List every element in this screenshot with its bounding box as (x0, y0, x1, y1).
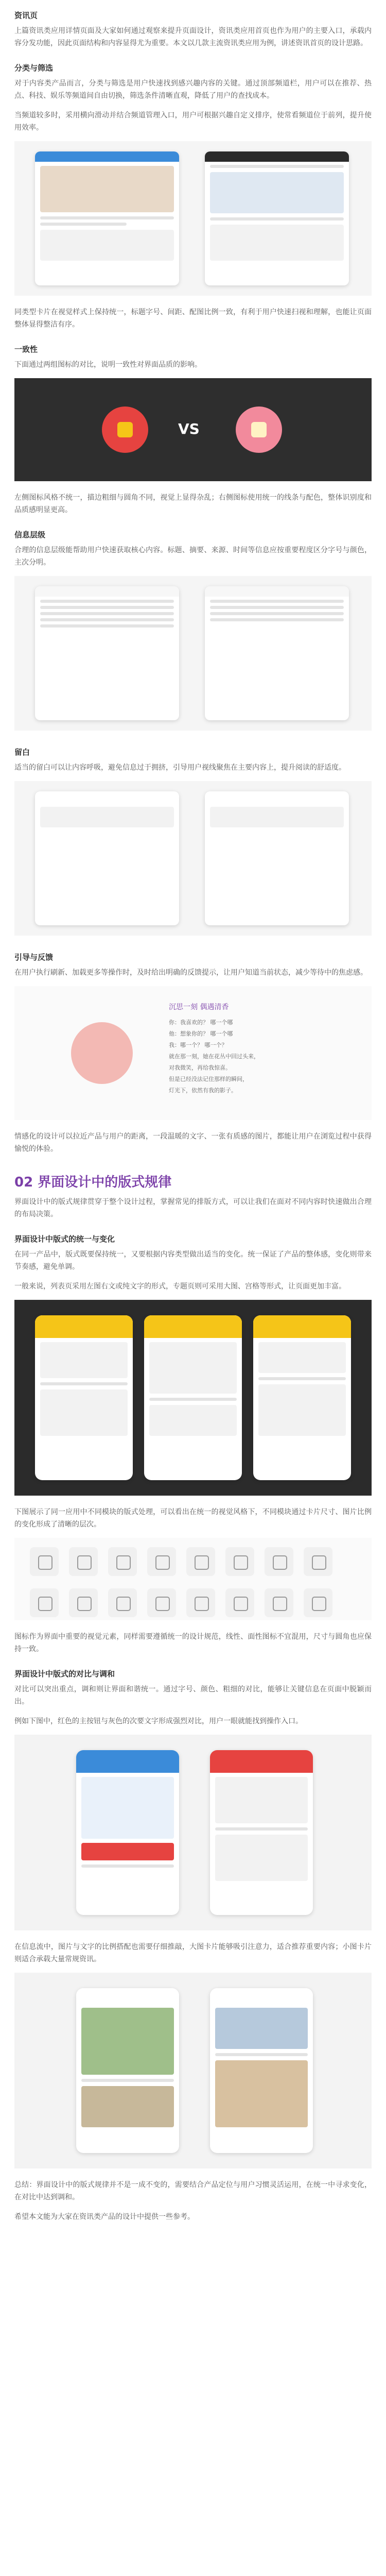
text-line (210, 217, 344, 221)
paragraph: 界面设计中的版式规律贯穿于整个设计过程，掌握常见的排版方式，可以让我们在面对不同内容时快速做出合理的布局决策。 (14, 1198, 372, 1218)
grid-icon (304, 1588, 332, 1617)
vs-figure (14, 378, 372, 481)
poem-figure (14, 986, 372, 1120)
list-row (40, 618, 174, 621)
grid-icon (147, 1547, 176, 1576)
status-bar (205, 586, 349, 597)
icon-grid-figure (14, 1538, 372, 1620)
card (40, 230, 174, 261)
phone-screen (35, 1315, 133, 1480)
grid-icon (147, 1588, 176, 1617)
card (258, 1384, 346, 1436)
grid-icon (30, 1547, 59, 1576)
phone-screen (210, 1988, 313, 2153)
phone-screen (35, 791, 179, 925)
card (210, 225, 344, 261)
status-bar (35, 586, 179, 597)
card (215, 1777, 308, 1823)
section-title: 一致性 (14, 345, 38, 354)
paragraph: 对于内容类产品而言，分类与筛选是用户快速找到感兴趣内容的关键。通过顶部频道栏，用户可以在推荐、热点、科技、娱乐等频道间自由切换，筛选条件清晰直观，降低了用户的查找成本。 (14, 79, 372, 100)
card (149, 1342, 237, 1394)
paragraph: 当频道较多时，采用横向滑动并结合频道管理入口，用户可根据兴趣自定义排序，使常看频道位于前列，提升使用效率。 (14, 111, 372, 132)
screenshot-figure (14, 576, 372, 731)
paragraph: 适当的留白可以让内容呼吸，避免信息过于拥挤，引导用户视线聚焦在主要内容上，提升阅读的舒适度。 (14, 764, 346, 772)
grid-icon (108, 1547, 137, 1576)
text-line (81, 2079, 174, 2082)
grid-icon (186, 1588, 215, 1617)
paragraph: 下面通过两组图标的对比，说明一致性对界面品质的影响。 (14, 361, 202, 369)
paragraph: 左侧图标风格不统一，描边粗细与圆角不同，视觉上显得杂乱；右侧图标使用统一的线条与配色，整体识别度和品质感明显更高。 (14, 494, 372, 514)
banner-image (40, 166, 174, 212)
paragraph: 同类型卡片在视觉样式上保持统一，标题字号、间距、配图比例一致，有利于用户快速扫视和理解，也能让页面整体显得整洁有序。 (14, 308, 372, 329)
screenshot-figure (14, 141, 372, 296)
status-bar (205, 151, 349, 162)
photo-card (215, 2060, 308, 2127)
list-row (40, 600, 174, 603)
text-line (149, 1398, 237, 1401)
contrast-figure (14, 1735, 372, 1930)
card (210, 807, 344, 827)
section-title: 引导与反馈 (14, 953, 54, 962)
flower-image (71, 1022, 133, 1084)
header-bar (76, 1988, 179, 2004)
header-bar (35, 1315, 133, 1338)
primary-button[interactable] (81, 1843, 174, 1860)
phone-screen (205, 791, 349, 925)
section-title: 界面设计中版式的对比与调和 (14, 1669, 115, 1679)
header-bar (210, 1988, 313, 2004)
text-line (215, 1827, 308, 1831)
header-bar (253, 1315, 351, 1338)
poem-line: 就在那一刻，她在花丛中回过头来， (169, 1053, 259, 1060)
card (81, 1777, 174, 1839)
phone-screen (35, 151, 179, 285)
poem-line: 灯光下，依然有我的影子。 (169, 1087, 237, 1094)
text-line (215, 2053, 308, 2056)
phone-screen (205, 151, 349, 285)
phone-screen (76, 1988, 179, 2153)
card (258, 1342, 346, 1373)
poem-line: 他：想象你的？ 哪一个哪 (169, 1030, 233, 1037)
poem-line: 对我微笑，再给我惊喜。 (169, 1064, 231, 1071)
grid-icon (69, 1547, 98, 1576)
grid-icon (265, 1588, 293, 1617)
phone-screen (35, 586, 179, 720)
paragraph: 上篇资讯类应用详情页面及大家如何通过观察来提升页面设计，资讯类应用首页也作为用户的主要入口，承载内容分发功能，因此页面结构和内容显得尤为重要。本文以几款主流资讯类应用为例，讲述资讯首页的设计思路。 (14, 27, 372, 47)
phone-screen (253, 1315, 351, 1480)
grid-icon (304, 1547, 332, 1576)
list-row (210, 606, 344, 609)
paragraph: 希望本文能为大家在资讯类产品的设计中提供一些参考。 (14, 2213, 195, 2221)
card (40, 1389, 128, 1436)
text-line (210, 165, 344, 168)
paragraph: 在信息流中，图片与文字的比例搭配也需要仔细推敲，大图卡片能够吸引注意力，适合推荐重要内容；小图卡片则适合承载大量常规资讯。 (14, 1943, 372, 1963)
photo-card (81, 2086, 174, 2127)
header-bar (210, 1750, 313, 1773)
text-line (258, 1377, 346, 1380)
poem-line: 我：哪一个？ 哪一个？ (169, 1042, 227, 1048)
image-card (210, 172, 344, 213)
feed-figure (14, 1973, 372, 2168)
status-bar (35, 151, 179, 162)
section-title: 资讯页 (14, 11, 38, 20)
phone-screen (144, 1315, 242, 1480)
paragraph: 合理的信息层级能帮助用户快速获取核心内容。标题、摘要、来源、时间等信息应按重要程度区分字号与颜色，主次分明。 (14, 546, 372, 567)
section-title: 界面设计中版式的统一与变化 (14, 1234, 115, 1244)
paragraph: 总结：界面设计中的版式规律并不是一成不变的，需要结合产品定位与用户习惯灵活运用，在统一中寻求变化，在对比中达到调和。 (14, 2181, 372, 2201)
poem-line: 你：我喜欢的？ 哪一个哪 (169, 1019, 233, 1026)
vs-label: VS (178, 420, 200, 437)
paragraph: 一般来说，列表页采用左图右文或纯文字的形式，专题页则可采用大图、宫格等形式，让页面更加丰富。 (14, 1282, 346, 1291)
paragraph: 下图展示了同一应用中不同模块的版式处理，可以看出在统一的视觉风格下，不同模块通过卡片尺寸、图片比例的变化形成了清晰的层次。 (14, 1508, 372, 1529)
photo-card (81, 2008, 174, 2075)
grid-icon (30, 1588, 59, 1617)
header-bar (76, 1750, 179, 1773)
list-row (40, 612, 174, 615)
grid-icon (265, 1547, 293, 1576)
grid-icon (186, 1547, 215, 1576)
red-envelope-icon (102, 406, 148, 453)
header-bar (144, 1315, 242, 1338)
paragraph: 情感化的设计可以拉近产品与用户的距离，一段温暖的文字、一张有质感的图片，都能让用户在浏览过程中获得愉悦的体验。 (14, 1132, 372, 1153)
app-screens-figure (14, 1300, 372, 1496)
paragraph: 例如下图中，红色的主按钮与灰色的次要文字形成强烈对比，用户一眼就能找到操作入口。 (14, 1717, 303, 1725)
phone-screen (210, 1750, 313, 1915)
grid-icon (225, 1588, 254, 1617)
card (40, 807, 174, 827)
paragraph: 在用户执行刷新、加载更多等操作时，及时给出明确的反馈提示，让用户知道当前状态，减少等待中的焦虑感。 (14, 969, 367, 977)
list-row (210, 618, 344, 621)
section-title: 留白 (14, 748, 30, 757)
paragraph: 在同一产品中，版式既要保持统一，又要根据内容类型做出适当的变化。统一保证了产品的整体感，变化则带来节奏感，避免单调。 (14, 1250, 372, 1271)
list-row (210, 600, 344, 603)
grid-icon (108, 1588, 137, 1617)
phone-screen (205, 586, 349, 720)
poem-line: 但是已经没法记住那样的瞬间， (169, 1076, 248, 1082)
poem-title: 沉思一刻 偶遇清香 (169, 1003, 229, 1011)
coin-icon (251, 422, 267, 437)
poem-text (169, 1002, 354, 1096)
red-envelope-icon (236, 406, 282, 453)
grid-icon (225, 1547, 254, 1576)
section-title: 信息层级 (14, 530, 46, 539)
card (215, 1835, 308, 1881)
text-line (40, 223, 127, 226)
list-row (210, 612, 344, 615)
section-title: 分类与筛选 (14, 63, 54, 73)
card (149, 1405, 237, 1436)
paragraph: 对比可以突出重点，调和则让界面和谐统一。通过字号、颜色、粗细的对比，能够让关键信息在页面中脱颖而出。 (14, 1685, 372, 1706)
text-line (40, 216, 174, 219)
chapter-title: 02 界面设计中的版式规律 (14, 1175, 172, 1190)
text-line (40, 1382, 128, 1385)
coin-icon (117, 422, 133, 437)
card (40, 1342, 128, 1378)
list-row (40, 624, 174, 628)
text-line (81, 1865, 174, 1868)
whitespace-figure (14, 781, 372, 936)
grid-icon (69, 1588, 98, 1617)
photo-card (215, 2008, 308, 2049)
phone-screen (76, 1750, 179, 1915)
list-row (40, 606, 174, 609)
paragraph: 图标作为界面中重要的视觉元素，同样需要遵循统一的设计规范，线性、面性图标不宜混用，尺寸与圆角也应保持一致。 (14, 1633, 372, 1653)
